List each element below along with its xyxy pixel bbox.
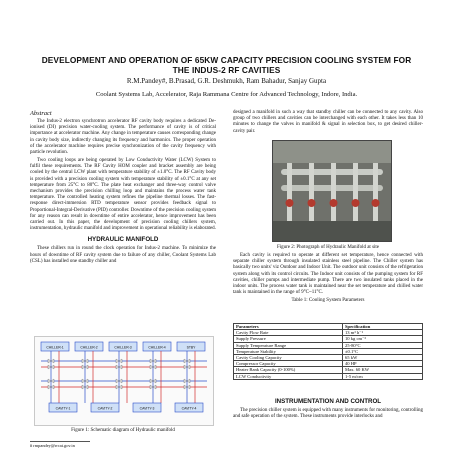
photo-valve-3 xyxy=(330,199,338,207)
photo-floor xyxy=(273,221,391,241)
table-cell-parameter: Cavity Flow Rate xyxy=(234,330,343,336)
cavity-box xyxy=(133,403,161,412)
cavity-box xyxy=(91,403,119,412)
paper-affiliation: Coolant Systems Lab, Accelerator, Raja Rammana Centre for Advanced Technology, Indore, India. xyxy=(95,91,358,98)
table-cell-parameter: Supply Pressure xyxy=(234,336,343,342)
chiller-box xyxy=(143,342,171,351)
cavity-box xyxy=(49,403,77,412)
table-cell-parameter: Compressor Capacity xyxy=(234,361,343,367)
chiller-label: CHILLER-1 xyxy=(46,345,64,350)
figure-1-schematic xyxy=(34,336,214,426)
footnote: # rmpandey@rrcat.gov.in xyxy=(30,443,75,448)
table-1-caption: Table 1: Cooling System Parameters xyxy=(291,298,365,304)
table-cell-parameter: Heater Bank Capacity (0-100%) xyxy=(234,367,343,373)
section-heading-hydraulic: HYDRAULIC MANIFOLD xyxy=(87,236,159,244)
table-cell-specification: 13 m³ h⁻¹ xyxy=(343,330,423,336)
table-cell-parameter: Cavity Cooling Capacity xyxy=(234,355,343,361)
right-paragraph-1: designed a manifold in such a way that standby chiller can be connected to any cavity. Also group of two chillers and cavities can be interchanged with each other. It takes less than 10 minutes to change the valves in manifold & signal in selection box, to get desired chiller-cavity pair. xyxy=(233,110,423,134)
table-header-parameters: Parameters xyxy=(234,324,343,330)
chiller-box xyxy=(75,342,103,351)
right-column-lower xyxy=(233,253,423,304)
table-cell-specification: 40 HP xyxy=(343,361,423,367)
table-cell-specification: ±0.1°C xyxy=(343,348,423,354)
cavity-label: CAVITY-2 xyxy=(97,406,113,411)
table-1-parameters xyxy=(233,323,423,380)
figure-1-caption: Figure 1: Schematic diagram of Hydraulic manifold xyxy=(71,428,175,433)
table-cell-parameter: Supply Temperature Range xyxy=(234,342,343,348)
table-cell-specification: Max. 60 KW xyxy=(343,367,423,373)
hydraulic-paragraph-1: These chillers run in round the clock operation for Indus-2 machine. To minimize the hours of downtime of RF cavity system due to failure of any chiller, Coolant Systems Lab (CSL) has installed one standby chiller and xyxy=(30,246,216,264)
abstract-heading: Abstract xyxy=(30,110,52,117)
left-column xyxy=(30,110,216,267)
chiller-label: STBY xyxy=(186,345,196,350)
table-header-specification: Specification xyxy=(343,324,423,330)
section-heading-instrumentation: INSTRUMENTATION AND CONTROL xyxy=(274,398,382,405)
table-row xyxy=(234,373,423,379)
cavity-label: CAVITY-3 xyxy=(139,406,155,411)
photo-wall xyxy=(273,141,391,163)
paper-authors: R.M.Pandey#, B.Prasad, G.R. Deshmukh, Ram Bahadur, Sanjay Gupta xyxy=(126,77,327,85)
chiller-box xyxy=(109,342,137,351)
cavity-label: CAVITY-4 xyxy=(181,406,197,411)
chiller-box xyxy=(177,342,205,351)
table-cell-specification: 25-80°C xyxy=(343,342,423,348)
right-column xyxy=(233,110,423,137)
cavity-label: CAVITY-1 xyxy=(55,406,71,411)
photo-valve-2 xyxy=(308,199,316,207)
table-cell-specification: 10 kg cm⁻² xyxy=(343,336,423,342)
table-cell-specification: 65 kW xyxy=(343,355,423,361)
right-column-bottom xyxy=(233,398,423,422)
footnote-rule xyxy=(30,441,90,442)
chiller-box xyxy=(41,342,69,351)
cavity-box xyxy=(175,403,203,412)
table-cell-specification: 1-5 m/cm xyxy=(343,373,423,379)
photo-valve-5 xyxy=(372,199,380,207)
abstract-paragraph-2: Two cooling loops are being operated by Low Conductivity Water (LCW) System to fulfil these requirements. The RF Cavity HOM coupler and bracket assembly are being cooled by the central LCW plant with temperature stability of ±1.0°C. The RF Cavity body is provided with a precision cooling system with temperature stability of ±0.1°C at any set temperature from 25°C to 80°C. The plate heat exchanger and three-way control valve mechanism provides the precision chilling loop and maintains the process water tank temperature. The controlled heating system refines the pipeline thermal losses. The fast-response direct-immersion RTD temperature sensor provides feedback signal to Proportional-Integral-Derivative (PID) controller. Downtime of the precision cooling system for any reason can result in downtime of entire accelerator, hence improvement has been carried out. In this paper, the development of precision cooling chillers system, instrumentation, hydraulic manifold and improvement in operational reliability is elaborated. xyxy=(30,158,216,232)
photo-valve-4 xyxy=(352,199,360,207)
chiller-label: CHILLER-2 xyxy=(80,345,98,350)
right-paragraph-2: Each cavity is required to operate at different set temperature, hence connected with separate chiller system through insulated stainless steel pipeline. The Chiller system has basically two units' viz Outdoor and Indoor Unit. The outdoor unit consists of the refrigeration system along with its control circuits. The Indoor unit consists of the pumping system for RF cavities, chiller pumps and intermediate pump. There are two insulated tanks placed in the indoor units. The process water tank is maintained near the set temperature and chilled water tank is maintained in the range of 9°C~11°C. xyxy=(233,253,423,296)
figure-2-caption: Figure 2: Photograph of Hydraulic Manifold at site xyxy=(276,245,380,250)
table-cell-parameter: LCW Conductivity xyxy=(234,373,343,379)
photo-valve-1 xyxy=(286,199,294,207)
chiller-label: CHILLER-3 xyxy=(114,345,132,350)
instrumentation-paragraph-1: The precision chiller system is equipped with many instruments for monitoring, controlling and safe operation of the system. These instruments provide interlocks and xyxy=(233,408,423,420)
figure-2-photograph xyxy=(272,140,392,242)
abstract-paragraph-1: The Indus-2 electron synchrotron accelerator RF cavity body requires a dedicated De-ionised (DI) precision water-cooling system. The performance of cavity is of critical importance at accelerator machine. Any change in temperature causes corresponding change in cavity body size, indirectly changing its frequency and harmonics. The proper operation of the accelerator machine requires precise synchronization of the cavity frequency with particle revolution. xyxy=(30,119,216,156)
paper-title: DEVELOPMENT AND OPERATION OF 65KW CAPACITY PRECISION COOLING SYSTEM FOR THE INDUS-2 RF CAVITIES xyxy=(41,55,412,75)
table-cell-parameter: Temperature Stability xyxy=(234,348,343,354)
chiller-label: CHILLER-4 xyxy=(148,345,166,350)
